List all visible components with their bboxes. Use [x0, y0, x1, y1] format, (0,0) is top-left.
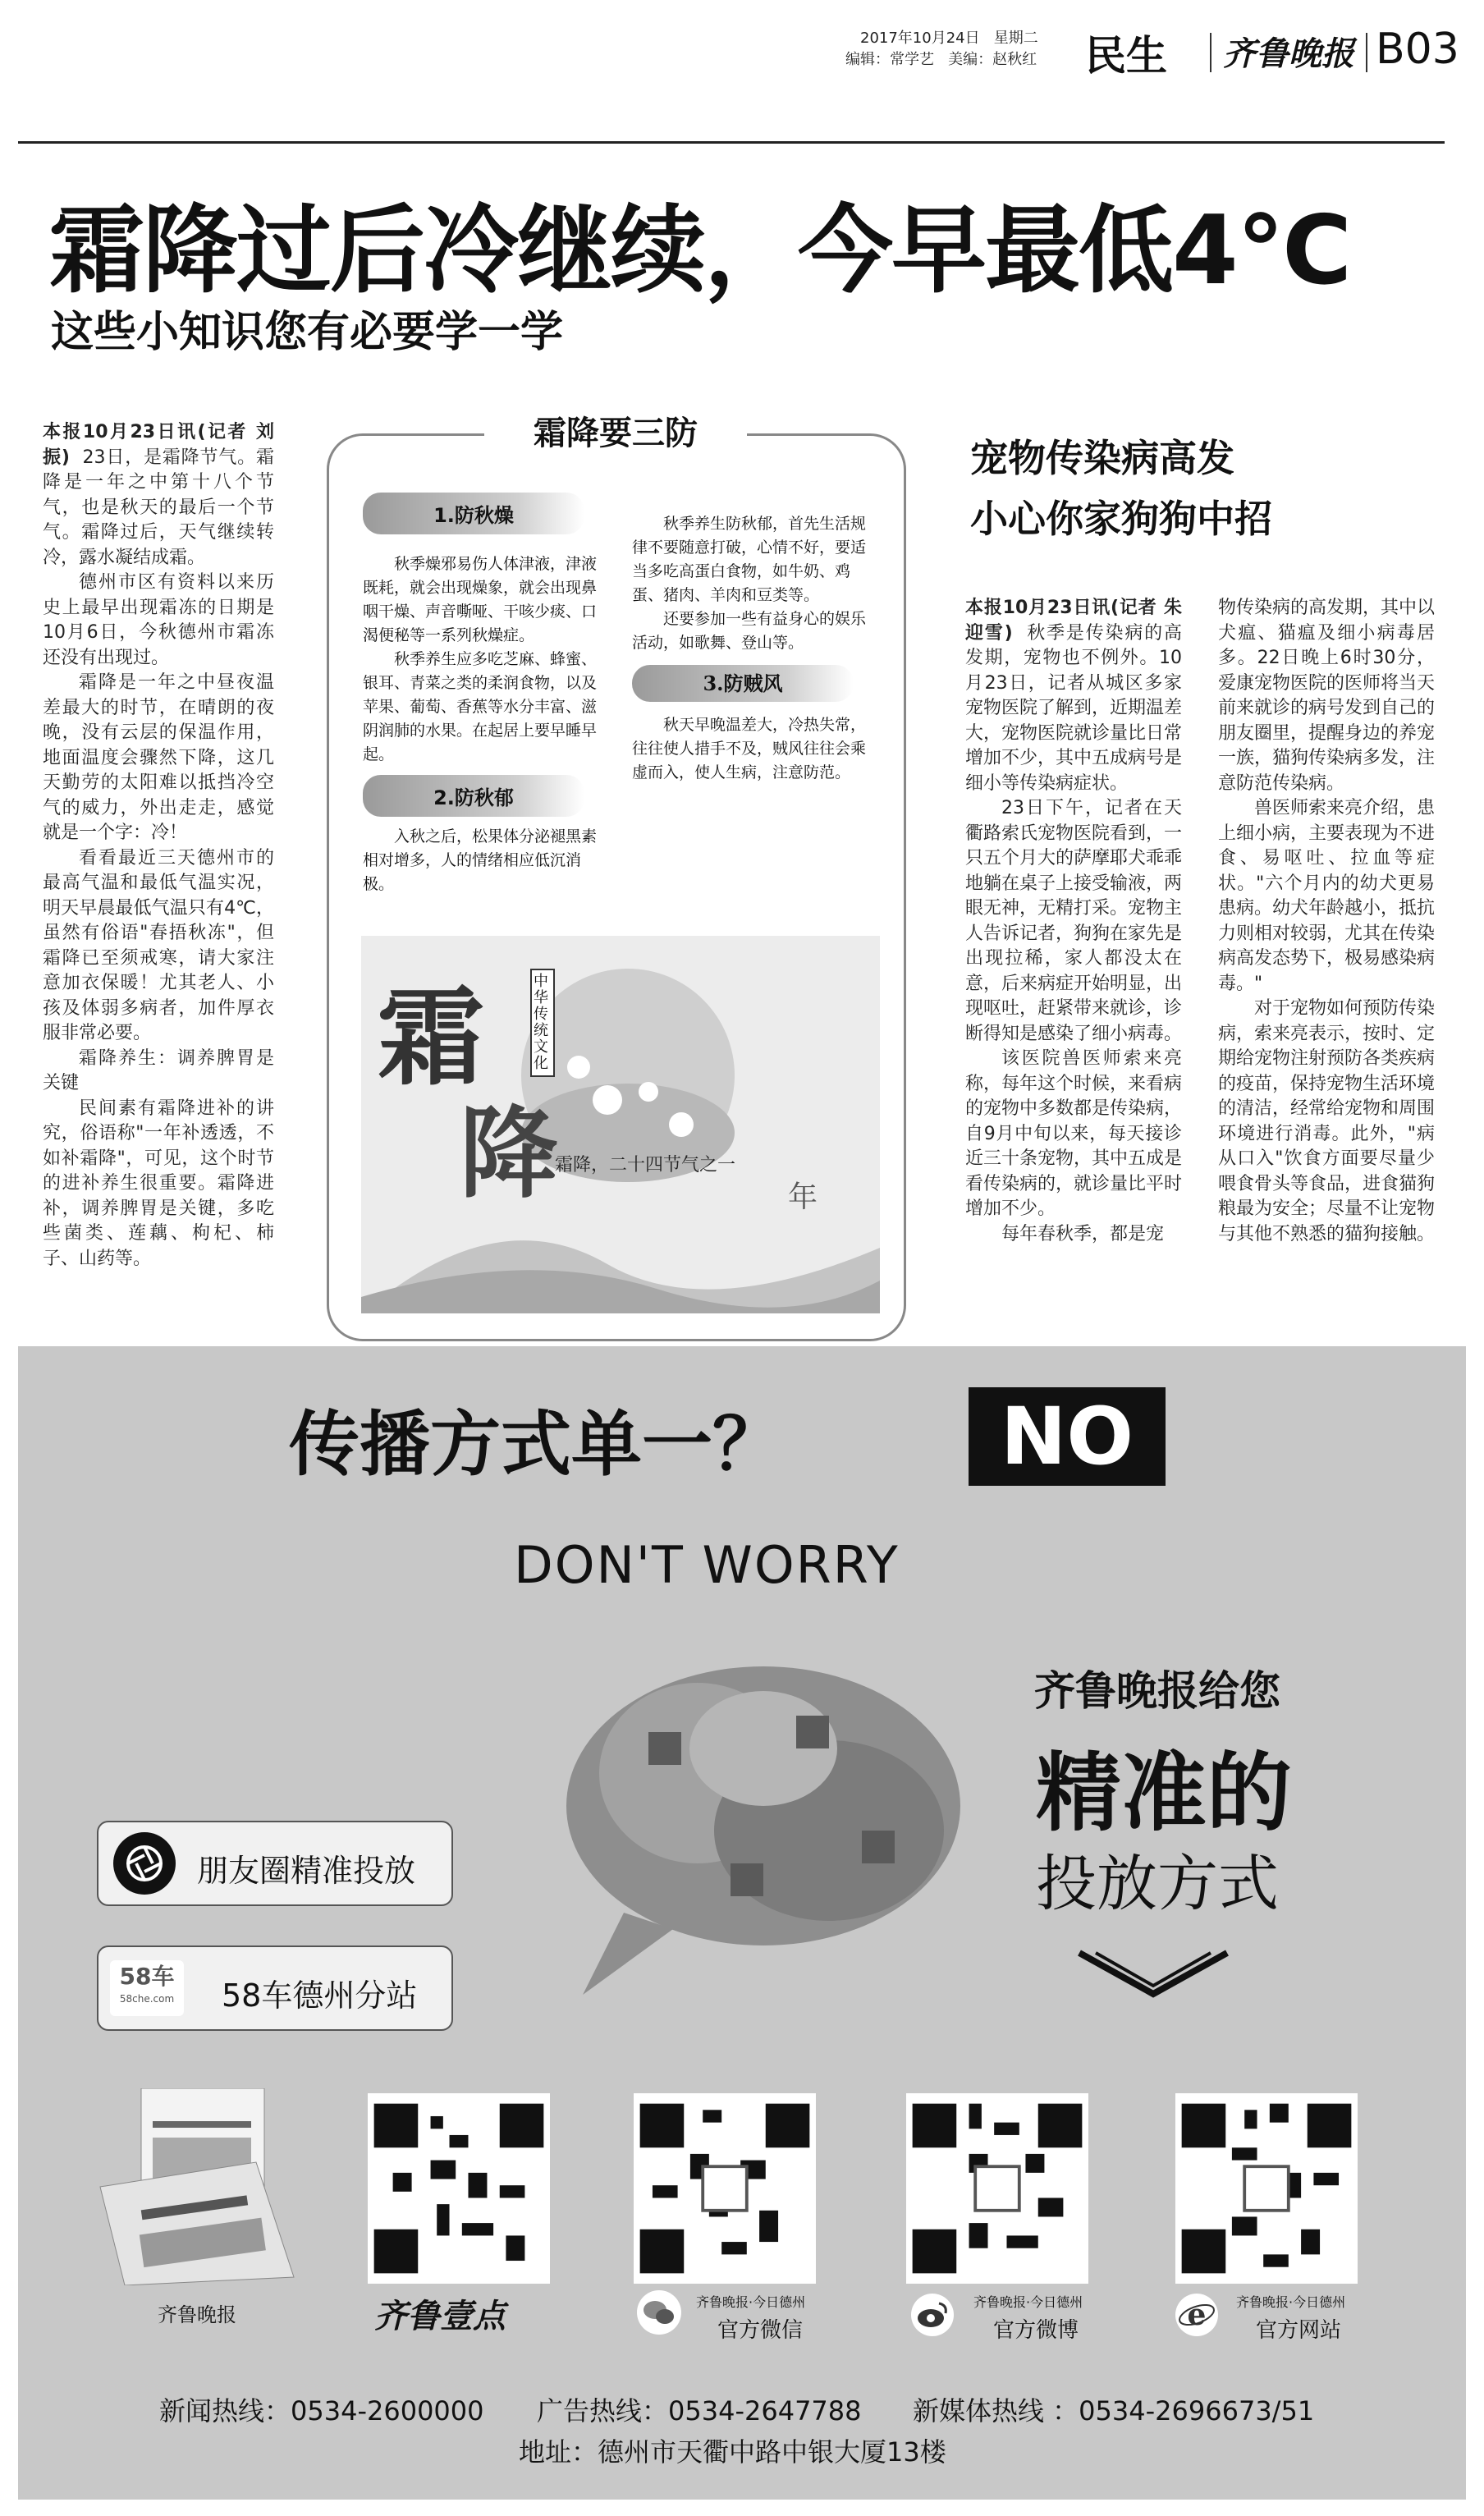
ad-no-box: NO: [969, 1387, 1166, 1486]
moments-label: 朋友圈精准投放: [197, 1853, 416, 1889]
tips-box-title: 霜降要三防: [484, 410, 747, 456]
section-title: 民生: [1085, 32, 1167, 80]
pet-para-2: 23日下午，记者在天衢路索氏宠物医院看到，一只五个月大的萨摩耶犬乖乖地躺在桌子上接受输液，两眼无神，无精打采。宠物主人告诉记者，狗狗在家先是出现拉稀，家人都没太在意，后来病症开始明显，出现呕吐，赶紧带来就诊，诊断得知是感染了细小病毒。: [965, 798, 1183, 1044]
pet-para-6: 兽医师索来亮介绍，患上细小病，主要表现为不进食、易呕吐、拉血等症状。"六个月内的幼犬更易患病。幼犬年龄越小，抵抗力则相对较弱，尤其在传染病高发态势下，极易感染病毒。": [1218, 798, 1436, 994]
header-editor: [845, 51, 1037, 69]
chevron-down-icon: [1075, 1949, 1231, 2010]
pet-col-2: [1218, 596, 1435, 1247]
depression-text-3: 还要参加一些有益身心的娱乐活动，如歌舞、登山等。: [632, 610, 867, 652]
qiluyidian-logo: 齐鲁壹点: [374, 2298, 506, 2335]
header-divider-2: [1366, 33, 1367, 72]
left-para-4: 看看最近三天德州市的最高气温和最低气温实况，明天早晨最低气温只有4℃，虽然有俗语"春捂秋冻"，但霜降已至须戒寒，请大家注意加衣保暖！尤其老人、小孩及体弱多病者，加件厚衣服非常必要。: [43, 847, 274, 1043]
subhead-wind: 3.防贼风: [632, 665, 854, 702]
ad-line-2: 精准的: [1036, 1743, 1293, 1843]
pet-title-1: 宠物传染病高发: [970, 436, 1234, 480]
descent-char: 降: [460, 1096, 558, 1212]
pet-para-3: 该医院兽医师索来亮称，每年这个时候，来看病的宠物中多数都是传染病，自9月中旬以来，每天接诊近三十条宠物，其中五成是看传染病的，就诊量比平时增加不少。: [965, 1048, 1183, 1219]
pet-para-7: 对于宠物如何预防传染病，索来亮表示，按时、定期给宠物注射预防各类疾病的疫苗，保持宠物生活环境的清洁，经常给宠物和周围环境进行消毒。此外，"病从口入"饮食方面要尽量少喂食骨头等食品，进食猫狗粮最为安全；尽量不让宠物与其他不熟悉的猫狗接触。: [1218, 998, 1436, 1244]
58car-logo-url: 58che.com: [119, 1993, 175, 2005]
qr-code-website[interactable]: [1175, 2093, 1358, 2284]
header-divider: [1210, 33, 1211, 72]
designer: 美编：赵秋红: [948, 51, 1037, 68]
website-label: 官方网站: [1256, 2318, 1342, 2343]
left-para-1: 23日，是霜降节气。霜降是一年之中第十八个节气，也是秋天的最后一个节气。霜降过后，天气继续转冷，露水凝结成霜。: [43, 447, 274, 568]
page-number: B03: [1376, 25, 1459, 74]
dryness-text-1: 秋季燥邪易伤人体津液，津液既耗，就会出现燥象，就会出现鼻咽干燥、声音嘶哑、干咳少痰、口渴便秘等一系列秋燥症。: [363, 555, 598, 644]
wechat-label: 官方微信: [717, 2318, 804, 2343]
ad-question: 传播方式单一？: [289, 1404, 783, 1486]
website-ie-icon: [1175, 2294, 1218, 2336]
header-date: [860, 30, 1038, 48]
subhead-dryness: 1.防秋燥: [363, 493, 584, 534]
depression-text-1: 入秋之后，松果体分泌褪黑素相对增多，人的情绪相应低沉消极。: [363, 827, 598, 893]
wechat-moments-pill[interactable]: [97, 1821, 453, 1906]
newspaper-image: [92, 2088, 302, 2285]
left-para-3: 霜降是一年之中昼夜温差最大的时节，在晴朗的夜晚，没有云层的保温作用，地面温度会骤然下降，这几天勤劳的太阳难以抵挡冷空气的威力，外出走走，感觉就是一个字：冷！: [43, 672, 274, 843]
paper-logo: 齐鲁晚报: [1223, 34, 1354, 73]
header-rule: [18, 141, 1445, 144]
news-hotline: 新闻热线：0534-2600000: [159, 2395, 484, 2427]
ad-dont-worry: DON'T WORRY: [514, 1535, 900, 1595]
58car-label: 58车德州分站: [222, 1978, 418, 2014]
58car-logo-text: 58车: [119, 1963, 175, 1990]
culture-tag: 中华传统文化: [530, 969, 555, 1077]
tips-left-col: [363, 493, 601, 896]
subhead-depression: 2.防秋郁: [363, 775, 584, 817]
frost-illustration: [361, 936, 880, 1313]
qr-code-weibo[interactable]: [906, 2093, 1088, 2284]
pet-byline: 本报10月23日讯(记者 朱迎雪): [965, 598, 1182, 644]
pet-para-5: 物传染病的高发期，其中以犬瘟、猫瘟及细小病毒居多。22日晚上6时30分，爱康宠物医院的医师将当天前来就诊的病号发到自己的朋友圈里，提醒身边的养宠一族，猫狗传染病多发，注意防范传染病。: [1218, 598, 1436, 794]
tips-right-col: [632, 512, 878, 785]
address: 地址：德州市天衢中路中银大厦13楼: [519, 2436, 946, 2468]
pet-title-2: 小心你家狗狗中招: [970, 497, 1272, 541]
editor: 编辑：常学艺: [845, 51, 934, 68]
frost-char: 霜: [378, 974, 485, 1100]
website-small: 齐鲁晚报·今日德州: [1236, 2294, 1346, 2310]
puzzle-cloud-graphic: [550, 1650, 977, 2003]
wechat-icon: [637, 2290, 681, 2335]
svg-text:e: e: [1187, 2298, 1207, 2332]
pet-para-4: 每年春秋季，都是宠: [1001, 1223, 1165, 1244]
weibo-small: 齐鲁晚报·今日德州: [973, 2294, 1083, 2310]
issue-date: 2017年10月24日: [860, 30, 980, 47]
weibo-label: 官方微博: [993, 2318, 1079, 2343]
left-article: [43, 420, 274, 1272]
weekday: 星期二: [993, 30, 1038, 47]
wechat-small: 齐鲁晚报·今日德州: [696, 2294, 806, 2310]
left-subhead: 霜降养生：调养脾胃是关键: [43, 1047, 274, 1093]
left-para-5: 民间素有霜降进补的讲究，俗语称"一年补透透，不如补霜降"，可见，这个时节的进补养生很重要。霜降进补，调养脾胃是关键，多吃些菌类、莲藕、枸杞、柿子、山药等。: [43, 1098, 274, 1269]
left-byline: 本报10月23日讯(记者 刘振): [43, 422, 274, 468]
ad-line-3: 投放方式: [1036, 1849, 1279, 1919]
wind-text: 秋天早晚温差大，冷热失常，往往使人措手不及，贼风往往会乘虚而入，使人生病，注意防范。: [632, 716, 867, 781]
weibo-icon: [911, 2294, 954, 2336]
main-headline: 霜降过后冷继续，今早最低4℃: [49, 195, 1351, 306]
58car-logo: [110, 1960, 184, 2016]
media-hotline: 新媒体热线 ：0534-2696673/51: [913, 2395, 1315, 2427]
depression-text-2: 秋季养生防秋郁，首先生活规律不要随意打破，心情不好，要适当多吃高蛋白食物，如牛奶、鸡蛋、猪肉、羊肉和豆类等。: [632, 515, 867, 604]
left-para-2: 德州市区有资料以来历史上最早出现霜冻的日期是10月6日，今秋德州市霜冻还没有出现过。: [43, 572, 274, 668]
58car-pill[interactable]: [97, 1945, 453, 2031]
pet-col-1: [965, 596, 1182, 1247]
qr-code-qiluyidian[interactable]: [368, 2093, 550, 2284]
newspaper-label: 齐鲁晚报: [158, 2303, 236, 2326]
frost-caption: 霜降，二十四节气之一: [555, 1155, 736, 1176]
qr-code-wechat[interactable]: [634, 2093, 816, 2284]
ad-line-1: 齐鲁晚报给您: [1034, 1667, 1280, 1715]
ad-hotline: 广告热线：0534-2647788: [537, 2395, 862, 2427]
sub-headline: 这些小知识您有必要学一学: [51, 308, 564, 357]
pet-para-1: 秋季是传染病的高发期，宠物也不例外。10月23日，记者从城区多家宠物医院了解到，近期温差大，宠物医院就诊量比日常增加不少，其中五成病号是细小等传染病症状。: [965, 622, 1183, 794]
year-char: 年: [788, 1180, 818, 1214]
camera-aperture-icon: [113, 1832, 176, 1895]
dryness-text-2: 秋季养生应多吃芝麻、蜂蜜、银耳、青菜之类的柔润食物，以及苹果、葡萄、香蕉等水分丰富、滋阴润肺的水果。在起居上要早睡早起。: [363, 650, 598, 763]
